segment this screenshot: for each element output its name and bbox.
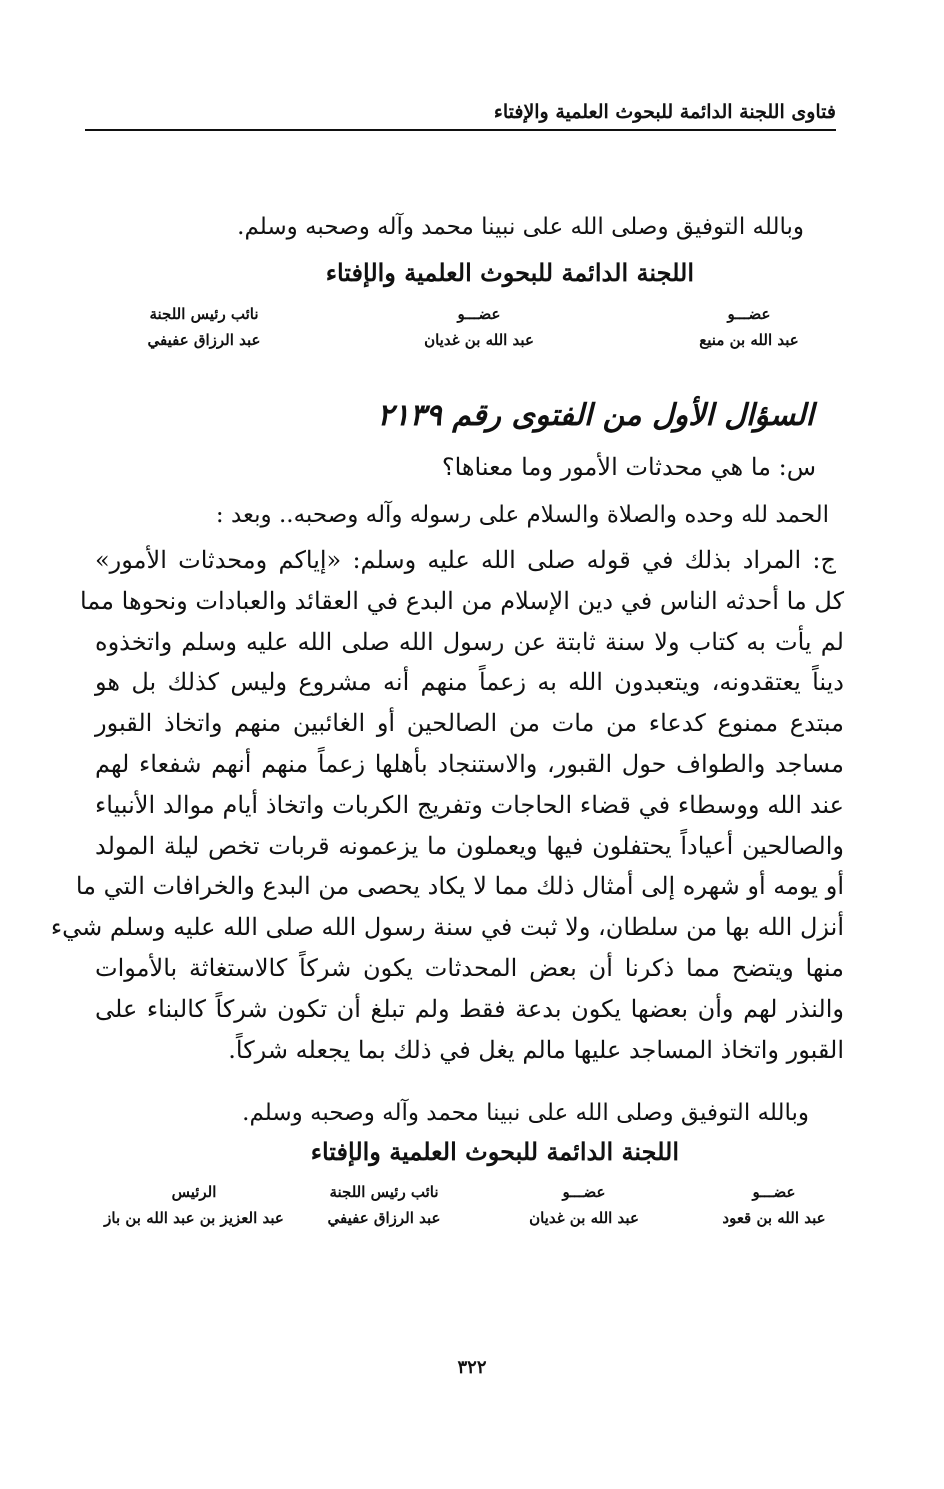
signatory-bottom-2 <box>509 1183 659 1227</box>
signatory-name: عبد الله بن غديان <box>529 1209 639 1227</box>
answer-line: مساجد والطواف حول القبور، والاستنجاد بأهلها زعماً منهم أنهم شفعاء لهم <box>95 750 844 778</box>
signatory-role: عضـــو <box>752 1183 796 1201</box>
signatory-name: عبد الله بن قعود <box>722 1209 826 1227</box>
signatory-name: عبد الله بن منيع <box>699 331 799 349</box>
committee-name-bottom: اللجنة الدائمة للبحوث العلمية والإفتاء <box>310 1137 679 1166</box>
answer-line: ج: المراد بذلك في قوله صلى الله عليه وسلم: «إياكم ومحدثات الأمور» <box>95 546 836 574</box>
signatory-name: عبد الله بن غديان <box>424 331 534 349</box>
signatory-role: الرئيس <box>171 1183 217 1201</box>
answer-line: القبور واتخاذ المساجد عليها مالم يغل في ذلك بما يجعله شركاً. <box>228 1035 844 1064</box>
running-header <box>85 95 836 131</box>
signatory-top-1 <box>664 305 834 349</box>
signatory-role: عضـــو <box>727 305 771 323</box>
answer-line: والنذر لهم وأن بعضها يكون بدعة فقط ولم تبلغ أن تكون شركاً كالبناء على <box>95 994 844 1023</box>
page-number: ٣٢٢ <box>457 1357 487 1378</box>
signatory-role: نائب رئيس اللجنة <box>149 305 259 323</box>
closing-line-bottom: وبالله التوفيق وصلى الله على نبينا محمد وآله وصحبه وسلم. <box>242 1100 809 1126</box>
signatory-role: عضـــو <box>562 1183 606 1201</box>
signatory-role: عضـــو <box>457 305 501 323</box>
answer-line: والصالحين أعياداً يحتفلون فيها ويعملون ما يزعمونه قربات تخص ليلة المولد <box>95 831 844 860</box>
committee-name-top: اللجنة الدائمة للبحوث العلمية والإفتاء <box>325 258 694 287</box>
signatory-role: نائب رئيس اللجنة <box>329 1183 439 1201</box>
signatory-name: عبد العزيز بن عبد الله بن باز <box>104 1209 284 1227</box>
fatwa-question: س: ما هي محدثات الأمور وما معناها؟ <box>441 453 816 481</box>
answer-line: ديناً يعتقدونه، ويتعبدون الله به زعماً منهم أنه مشروع وليس كذلك بل هو <box>95 668 844 697</box>
answer-line: مبتدع ممنوع كدعاء من مات من الصالحين أو الغائبين منهم واتخاذ القبور <box>95 709 845 738</box>
signatory-name: عبد الرزاق عفيفي <box>147 331 261 349</box>
answer-line: كل ما أحدثه الناس في دين الإسلام من البدع في العقائد والعبادات ونحوها مما <box>79 586 844 615</box>
fatwa-title: السؤال الأول من الفتوى رقم ٢١٣٩ <box>377 398 814 433</box>
fatwa-preamble: الحمد لله وحده والصلاة والسلام على رسوله وآله وصحبه.. وبعد : <box>215 502 829 528</box>
answer-line: منها ويتضح مما ذكرنا أن بعض المحدثات يكون شركاً كالاستغاثة بالأموات <box>95 954 844 982</box>
signatory-bottom-1 <box>699 1183 849 1227</box>
signatory-top-2 <box>394 305 564 349</box>
signatory-top-3 <box>119 305 289 349</box>
answer-line: لم يأت به كتاب ولا سنة ثابتة عن رسول الله صلى الله عليه وسلم واتخذوه <box>95 627 844 656</box>
signatory-bottom-4 <box>94 1183 294 1227</box>
running-title: فتاوى اللجنة الدائمة للبحوث العلمية والإفتاء <box>488 101 836 123</box>
answer-line: أو يومه أو شهره إلى أمثال ذلك مما لا يكاد يحصى من البدع والخرافات التي ما <box>75 872 844 901</box>
signatory-bottom-3 <box>304 1183 464 1227</box>
closing-line-top: وبالله التوفيق وصلى الله على نبينا محمد وآله وصحبه وسلم. <box>237 214 804 240</box>
answer-line: أنزل الله بها من سلطان، ولا ثبت في سنة رسول الله صلى الله عليه وسلم شيء <box>50 913 844 942</box>
answer-line: عند الله ووسطاء في قضاء الحاجات وتفريج الكربات واتخاذ أيام موالد الأنبياء <box>95 790 844 819</box>
signatory-name: عبد الرزاق عفيفي <box>327 1209 441 1227</box>
